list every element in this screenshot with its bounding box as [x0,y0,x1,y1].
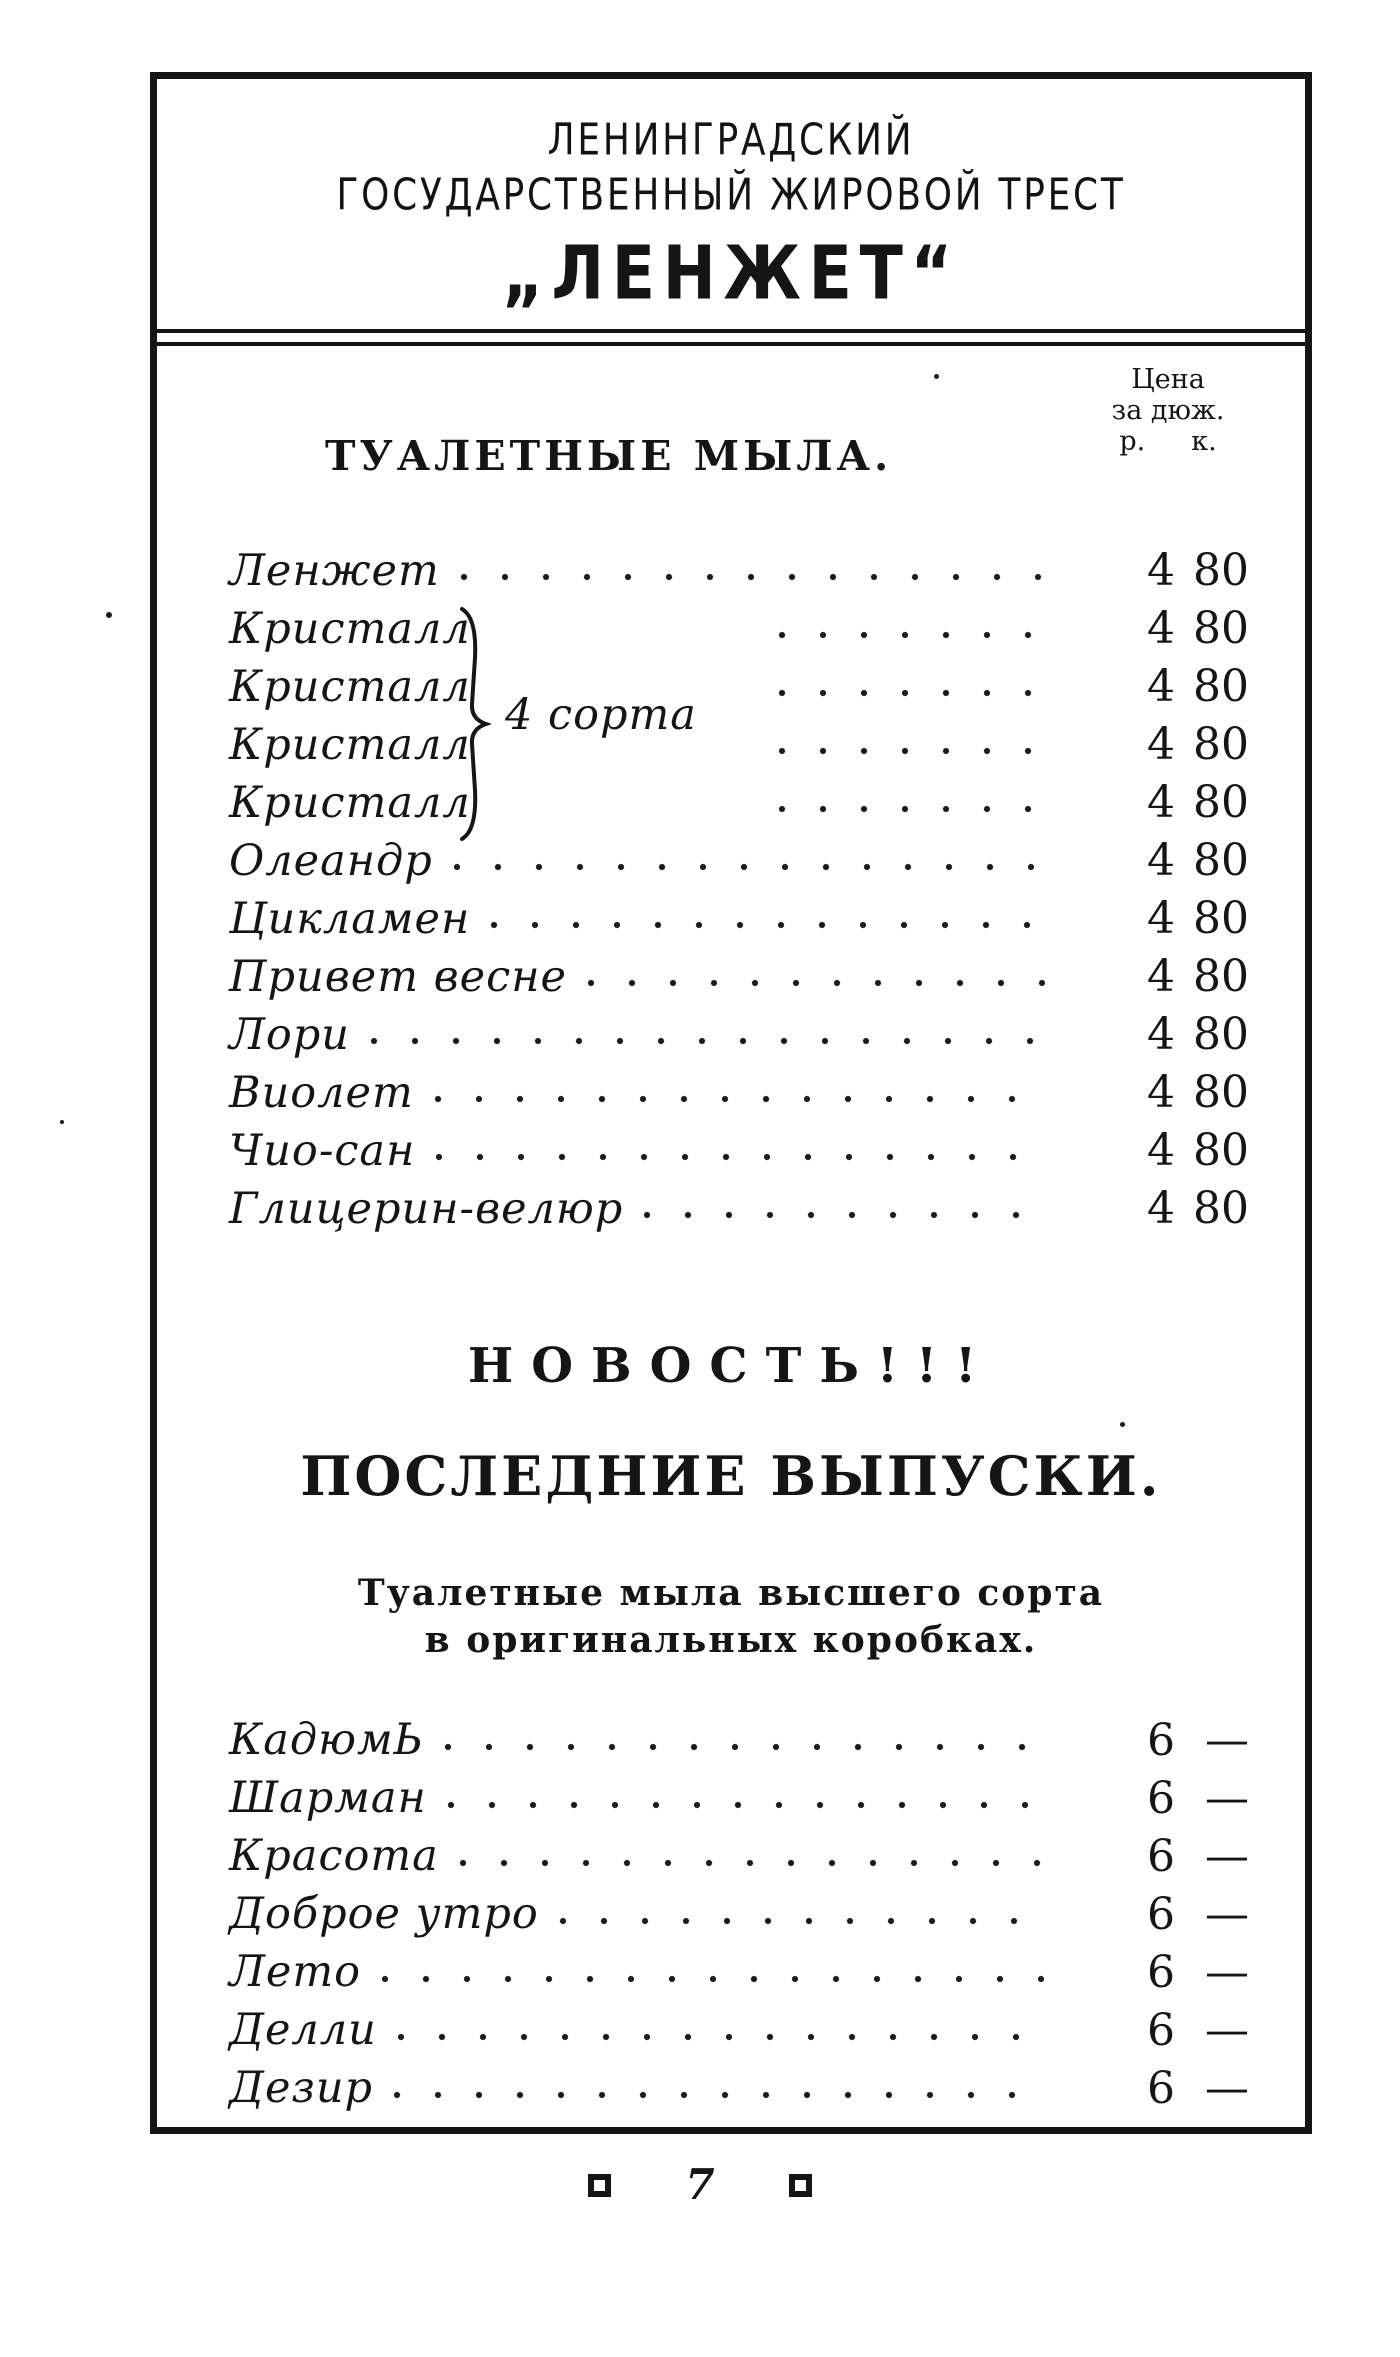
price-rubles: 4 [1147,545,1175,596]
soap-price-table [157,542,1305,1238]
table-row [229,774,1249,832]
item-name: Лори [229,1009,350,1060]
price-kopecks: — [1205,2062,1249,2114]
price-kopecks: — [1205,2004,1249,2056]
dot-leader [457,1858,1045,1870]
table-row [229,542,1249,600]
price-kopecks: 80 [1193,1183,1249,1234]
scan-speck [1120,1422,1125,1427]
item-name: Шарман [229,1773,427,1824]
dot-leader [368,1036,1045,1048]
price-rubles: 4 [1147,1125,1175,1176]
price-header-line2: за дюж. [1111,395,1225,427]
price-rubles: 4 [1147,777,1175,828]
group-label: 4 сорта [505,690,697,740]
page-footer [0,2160,1400,2209]
double-rule-divider [157,329,1305,346]
price-kopecks: — [1205,1772,1249,1824]
price-rubles: 4 [1147,603,1175,654]
price-rubles: 4 [1147,893,1175,944]
dot-leader [451,862,1045,874]
table-row [229,948,1249,1006]
price-rubles: 6 [1147,1946,1175,1998]
item-name: Виолет [229,1067,414,1118]
table-row [229,1944,1249,2002]
price-rubles: 4 [1147,1067,1175,1118]
price-kopecks: 80 [1193,719,1249,770]
item-name: Кристалл [229,719,471,770]
scan-speck [60,1120,64,1124]
dot-leader [458,572,1045,584]
price-kopecks: 80 [1193,1067,1249,1118]
item-name: Кристалл [229,603,471,654]
org-name-line1: ЛЕНИНГРАДСКИЙ [547,115,915,166]
item-name: Кристалл [229,777,471,828]
price-kopecks: 80 [1193,1125,1249,1176]
item-name: Цикламен [229,893,471,944]
item-name: Красота [229,1831,439,1882]
kopecks-label: к. [1191,426,1217,458]
price-kopecks: — [1205,1714,1249,1766]
dot-leader [776,630,1045,642]
table-row [229,1886,1249,1944]
section1-title: ТУАЛЕТНЫЕ МЫЛА. [325,432,893,480]
price-kopecks: 80 [1193,1009,1249,1060]
price-rubles: 6 [1147,1772,1175,1824]
price-kopecks: — [1205,1946,1249,1998]
page-number: 7 [685,2160,715,2209]
table-row [229,832,1249,890]
news-headline: НОВОСТЬ!!! [467,1338,995,1394]
price-kopecks: 80 [1193,893,1249,944]
price-kopecks: — [1205,1888,1249,1940]
item-name: Лето [229,1947,361,1998]
price-kopecks: 80 [1193,777,1249,828]
dot-leader [776,804,1045,816]
footer-ornament-right [789,2174,812,2197]
price-kopecks: 80 [1193,545,1249,596]
dot-leader [776,688,1045,700]
item-name: Чио-сан [229,1125,416,1176]
dot-leader [433,1152,1045,1164]
price-rubles: 6 [1147,2004,1175,2056]
price-rubles: 6 [1147,1888,1175,1940]
price-rubles: 4 [1147,951,1175,1002]
dot-leader [432,1094,1045,1106]
document-header [157,79,1305,317]
price-rubles: 4 [1147,661,1175,712]
news-subtitle [157,1570,1305,1664]
price-kopecks: 80 [1193,661,1249,712]
section1-header [157,346,1305,542]
dot-leader [445,1800,1045,1812]
table-row [229,2060,1249,2118]
footer-ornament-left [588,2174,611,2197]
item-name: Глицерин-велюр [229,1183,624,1234]
table-row [229,716,1249,774]
scan-speck [106,612,112,618]
table-row [229,890,1249,948]
dot-leader [391,2090,1045,2102]
dot-leader [776,746,1045,758]
price-rubles: 4 [1147,719,1175,770]
table-row [229,1006,1249,1064]
price-kopecks: — [1205,1830,1249,1882]
latest-releases-headline: ПОСЛЕДНИЕ ВЫПУСКИ. [300,1444,1162,1508]
table-row [229,1064,1249,1122]
item-name: Доброе утро [229,1889,539,1940]
table-row [229,658,1249,716]
item-name: Дезир [229,2063,374,2114]
dot-leader [442,1742,1045,1754]
news-section [157,1338,1305,1664]
dot-leader [488,920,1045,932]
price-rubles: 6 [1147,2062,1175,2114]
item-name: Привет весне [229,951,567,1002]
item-name: Кристалл [229,661,471,712]
table-row [229,1180,1249,1238]
table-row [229,1122,1249,1180]
item-name: Ленжет [229,545,440,596]
rubles-label: р. [1119,426,1146,458]
brand-title: „ЛЕНЖЕТ“ [502,230,960,317]
dot-leader [641,1210,1045,1222]
price-rubles: 4 [1147,1183,1175,1234]
group-brace [457,606,491,842]
table-row [229,2002,1249,2060]
price-rubles: 6 [1147,1714,1175,1766]
dot-leader [585,978,1045,990]
price-rubles: 4 [1147,1009,1175,1060]
price-column-header [1073,364,1263,457]
price-kopecks: 80 [1193,951,1249,1002]
scan-speck [934,374,939,379]
item-name: Делли [229,2005,377,2056]
table-row [229,1828,1249,1886]
table-row [229,600,1249,658]
price-header-line1: Цена [1131,364,1205,395]
table-row [229,1712,1249,1770]
org-name-line2: ГОСУДАРСТВЕННЫЙ ЖИРОВОЙ ТРЕСТ [336,170,1126,221]
price-kopecks: 80 [1193,603,1249,654]
dot-leader [395,2032,1045,2044]
price-kopecks: 80 [1193,835,1249,886]
price-rubles: 4 [1147,835,1175,886]
premium-soap-price-table [157,1712,1305,2118]
news-subtitle-line1: Туалетные мыла высшего сорта [357,1572,1105,1614]
price-rubles: 6 [1147,1830,1175,1882]
item-name: Олеандр [229,835,433,886]
item-name: КадюмЬ [229,1715,424,1766]
table-row [229,1770,1249,1828]
news-subtitle-line2: в оригинальных коробках. [424,1618,1038,1661]
page-border-frame [150,72,1312,2134]
dot-leader [557,1916,1045,1928]
dot-leader [379,1974,1045,1986]
